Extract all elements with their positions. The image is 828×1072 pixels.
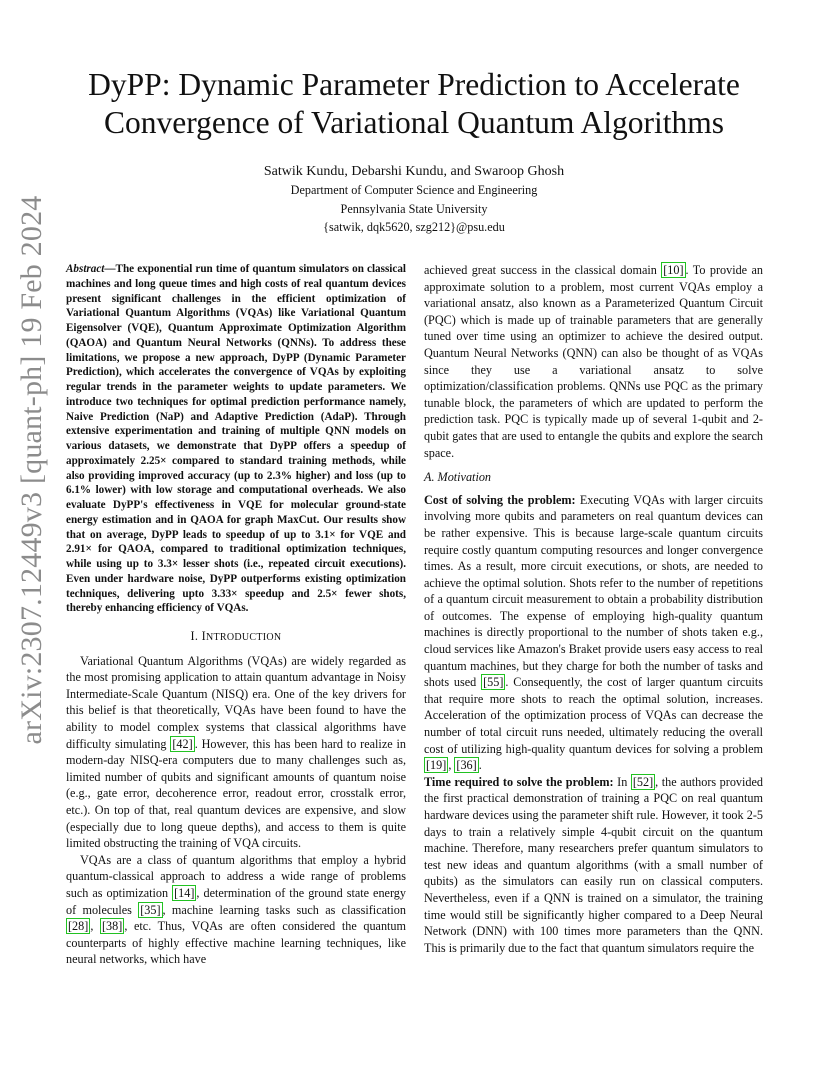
text-run: ,: [90, 919, 100, 934]
citation-link[interactable]: [55]: [483, 675, 504, 690]
section-numeral: I.: [190, 629, 202, 643]
abstract-text: —The exponential run time of quantum simulators on classical machines and long queue times and high costs of real quantum devices present significant challenges in the efficient optimization of Variational Quantum Algorithms (VQAs) like Variational Quantum Eigensolver (VQE), Quantum Approximate Optimization Algorithm (QAOA) and Quantum Neural Networks (QNNs). To address these limitations, we propose a new approach, DyPP (Dynamic Parameter Prediction), which accelerates the convergence of VQAs by exploiting regular trends in the parameter weights to update parameters. We introduce two techniques for optimal prediction performance namely, Naive Prediction (NaP) and Adaptive Prediction (AdaP). Through extensive experimentation and training of multiple QNN models on various datasets, we demonstrate that DyPP offers a speedup of approximately 2.25× compared to standard training methods, while also providing improved accuracy (up to 2.3% higher) and loss (up to 6.1% lower) with low storage and computational overheads. We also evaluate DyPP's effectiveness in VQE for molecular ground-state energy estimation and in QAOA for graph MaxCut. Our results show that on average, DyPP leads to speedup of up to 3.1× for VQE and 2.91× for QAOA, compared to traditional optimization techniques, while using up to 3.3× lesser shots (i.e., repeated circuit executions). Even under hardware noise, DyPP outperforms existing optimization techniques, delivering upto 3.33× speedup and 2.5× fewer shots, thereby enhancing efficiency of VQAs.: [66, 263, 406, 615]
paper-title: DyPP: Dynamic Parameter Prediction to Accelerate Convergence of Variational Quantum Algorithms: [88, 67, 740, 140]
section-title-rest: NTRODUCTION: [205, 632, 282, 643]
intro-paragraph-1: [66, 653, 406, 852]
text-run: In: [613, 774, 631, 789]
citation-link[interactable]: [52]: [632, 774, 654, 789]
intro-paragraph-2: [66, 852, 406, 968]
left-column: [66, 262, 406, 968]
text-run: , determination of the ground state energy of molecules: [66, 885, 406, 917]
section-title-initial: I: [201, 629, 206, 643]
author-list: Satwik Kundu, Debarshi Kundu, and Swaroop Ghosh: [263, 164, 565, 179]
arxiv-identifier-text[interactable]: arXiv:2307.12449v3 [quant-ph] 19 Feb 2024: [15, 195, 48, 745]
university: Pennsylvania State University: [340, 201, 488, 216]
department: Department of Computer Science and Engineering: [290, 183, 538, 197]
author-emails[interactable]: {satwik, dqk5620, szg212}@psu.edu: [323, 220, 505, 234]
abstract: [66, 262, 406, 616]
right-paragraph-1: [424, 262, 763, 461]
text-run: , the authors provided the first practical demonstration of training a PQC on real quantum hardware devices using the parameter shift rule. However, it took 2-5 days to train a relatively simple 4-qubit circuit on the quantum machine. Therefore, many researchers prefer quantum simulators to test new ideas and quantum algorithms (with a small number of qubits) as the simulators can easily run on classical computers. Nevertheless, even if a QNN is trained on a simulator, the training time would still be significantly higher compared to a Deep Neural Network (DNN) with 100 times more parameters than the QNN. This is primarily due to the fact that quantum simulators require the: [424, 774, 764, 955]
citation-link[interactable]: [42]: [172, 736, 193, 751]
citation-link[interactable]: [10]: [663, 263, 684, 277]
text-run: achieved great success in the classical domain: [424, 263, 662, 277]
run-in-heading-time: Time required to solve the problem:: [424, 774, 614, 789]
text-run: . To provide an approximate solution to a problem, most current VQAs employ a variational ansatz, also known as a Parameterized Quantum Circuit (PQC) which is made up of trainable parameters that are generally tuned over time using an optimizer to achieve the desired output. Quantum Neural Networks (QNN) can also be thought of as VQAs since they use a variational ansatz to solve optimization/classification problems. QNNs use PQC as the primary tunable block, the parameters of which are updated to perform the prediction task. PQC is typically made up of several 1-qubit and 2-qubit gates that are used to entangle the qubits and explore the search space.: [424, 263, 763, 460]
text-run: .: [478, 758, 482, 773]
text-run: VQAs are a class of quantum algorithms that employ a hybrid quantum-classical approach to address a wide range of problems such as optimization: [66, 852, 406, 900]
citation-link[interactable]: [19]: [426, 758, 447, 773]
cost-paragraph: [424, 492, 763, 774]
text-run: Executing VQAs with larger circuits involving more qubits and parameters on real quantum devices can be rather expensive. This is because large-scale quantum circuits require costly quantum computing resources and longer convergence times. As a result, more circuit executions, or shots, are needed to achieve the optimal solution. Shots refer to the number of repetitions of a quantum circuit measurement to obtain a probability distribution of outcomes. The expense of employing high-quality quantum machines is directly proportional to the number of shots taken e.g., cloud services like Amazon's Braket provide users easy access to real quantum machines, but they charge for both the number of tasks and shots used: [424, 492, 764, 690]
abstract-label: Abstract: [66, 263, 105, 275]
run-in-heading-cost: Cost of solving the problem:: [424, 492, 576, 507]
right-column: [424, 262, 763, 956]
text-run: Variational Quantum Algorithms (VQAs) are widely regarded as the most promising application to attain quantum advantage in Noisy Intermediate-Scale Quantum (NISQ) era. One of the key drivers for this belief is that theoretically, VQAs have been found to have the ability to model complex systems that classical algorithms have difficulty simulating: [66, 653, 406, 751]
text-run: , etc. Thus, VQAs are often considered the quantum counterparts of highly effective machine learning techniques, like neural networks, which have: [66, 919, 407, 967]
text-run: ,: [448, 758, 455, 773]
text-run: . However, this has been hard to realize in modern-day NISQ-era computers due to many challenges such as, limited number of qubits and significant amounts of quantum noise (e.g., gate error, decoherence error, readout error, crosstalk error, etc.). On top of that, real quantum devices are expensive, and slow (especially due to long queue depths), and access to them is quite limited obstructing the training of VQA circuits.: [66, 736, 407, 851]
section-heading-introduction: [66, 628, 406, 647]
text-run: . Consequently, the cost of larger quantum circuits that require more shots to reach the optimal solution, increases. Acceleration of the optimization process of VQAs can decrease the number of total circuit runs needed, ultimately reducing the overall cost of utilizing high-quality quantum devices for solving a problem: [424, 675, 764, 756]
citation-link[interactable]: [28]: [68, 919, 89, 934]
affiliation-block: [40, 181, 788, 237]
text-run: , machine learning tasks such as classification: [162, 902, 406, 917]
arxiv-identifier-stamp: [12, 195, 52, 745]
subsection-heading-motivation: A. Motivation: [424, 470, 492, 485]
citation-link[interactable]: [14]: [174, 885, 195, 900]
citation-link[interactable]: [35]: [140, 902, 161, 917]
time-paragraph: [424, 774, 763, 957]
citation-link[interactable]: [38]: [102, 919, 123, 934]
citation-link[interactable]: [36]: [456, 758, 477, 773]
